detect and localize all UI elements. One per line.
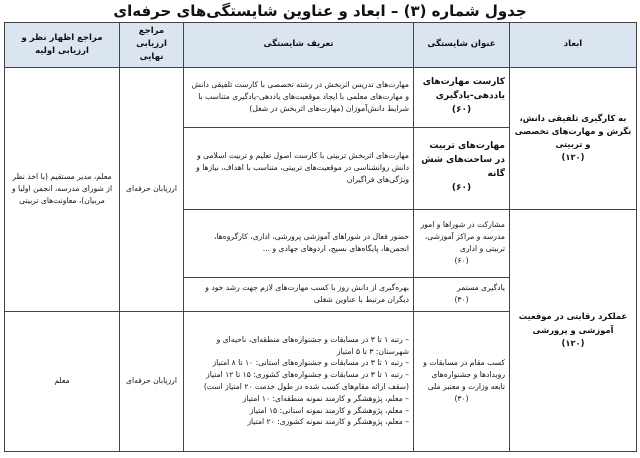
competency-title: مهارت‌های تربیت در ساحت‌های شش گانه: [421, 141, 505, 180]
competency-score: (۶۰): [451, 104, 472, 115]
dimension-cell: [510, 209, 637, 451]
dimension-title: عملکرد رقابتی در موقعیت آموزشی و پرورشی: [518, 311, 628, 335]
competency-cell: [414, 127, 510, 209]
competency-title: کسب مقام در مسابقات و رویدادها و جشنواره‌های تابعه وزارت و معتبر ملی: [423, 358, 505, 392]
dimension-score: (۱۲۰): [561, 337, 585, 348]
final-reference-cell: ارزیابان حرفه‌ای: [120, 67, 184, 311]
definition-line: – معلم، پژوهشگر و کارمند نمونه استانی: ۱۵ امتیاز: [249, 405, 409, 415]
definition-cell: [184, 311, 414, 451]
competency-score: (۳۰): [454, 393, 469, 403]
header-definition: تعریف شایستگی: [184, 23, 414, 68]
header-dimension: ابعاد: [510, 23, 637, 68]
definition-cell: مهارت‌های تدریس اثربخش در رشته تخصصی با کارست تلفیقی دانش و مهارت‌های معلمی با ایجاد موقعیت‌های یاددهی-یادگیری متناسب با شرایط دانش‌آموزان (مهارت‌های اثربخش در شغل): [184, 67, 414, 127]
definition-line: – رتبه ۱ تا ۳ در مسابقات و جشنواره‌های کشوری: ۱۵ تا ۱۲ امتیاز (سقف ارائه مقام‌های کسب شده در طول خدمت ۲۰ امتیاز است): [203, 370, 409, 392]
initial-reference-cell: معلم، مدیر مستقیم (با اخذ نظر از شورای مدرسه، انجمن اولیا و مربیان)، معاونت‌های تربیتی: [5, 67, 120, 311]
dimension-cell: [510, 67, 637, 209]
definition-line: – رتبه ۱ تا ۳ در مسابقات و جشنواره‌های استانی: ۱۰ تا ۸ امتیاز: [212, 358, 409, 368]
competency-title: یادگیری مستمر: [457, 283, 505, 293]
competency-score: (۶۰): [451, 182, 472, 193]
definition-cell: حضور فعال در شوراهای آموزشی پرورشی، اداری، کارگروه‌ها، انجمن‌ها، پایگاه‌های بسیج، اردوهای جهادی و ...: [184, 209, 414, 277]
dimension-title: به کارگیری تلفیقی دانش، نگرش و مهارت‌های تخصصی و تربیتی: [514, 112, 632, 150]
competency-cell: [414, 311, 510, 451]
competency-title: مشارکت در شوراها و امور مدرسه و مراکز آموزشی، تربیتی و اداری: [420, 220, 505, 254]
competency-cell: [414, 209, 510, 277]
competency-cell: [414, 277, 510, 311]
header-row: [5, 23, 637, 68]
competency-score: (۳۰): [454, 295, 469, 305]
competency-score: (۶۰): [454, 255, 469, 265]
definition-cell: مهارت‌های اثربخش تربیتی با کارست اصول تعلیم و تربیت اسلامی و دانش روانشناسی در موقعیت‌های تربیتی، متناسب با اهداف، نیازها و ویژگی‌های فراگیران: [184, 127, 414, 209]
definition-line: – معلم، پژوهشگر و کارمند نمونه منطقه‌ای: ۱۰ امتیاز: [242, 393, 409, 403]
definition-cell: بهره‌گیری از دانش روز با کسب مهارت‌های لازم جهت رشد خود و دیگران مرتبط با عناوین شغلی: [184, 277, 414, 311]
competency-table: [4, 22, 637, 452]
table-row: [5, 67, 637, 127]
dimension-score: (۱۲۰): [561, 152, 585, 163]
definition-line: – معلم، پژوهشگر و کارمند نمونه کشوری: ۲۰ امتیاز: [247, 417, 409, 427]
document-title: جدول شماره (۳) – ابعاد و عناوین شایستگی‌های حرفه‌ای: [113, 2, 527, 20]
header-competency: عنوان شایستگی: [414, 23, 510, 68]
definition-line: – رتبه ۱ تا ۳ در مسابقات و جشنواره‌های منطقه‌ای، ناحیه‌ای و شهرستان: ۳ تا ۵ امتیاز: [216, 334, 409, 356]
competency-cell: [414, 67, 510, 127]
competency-title: کارست مهارت‌های یاددهی-یادگیری: [422, 77, 505, 102]
initial-reference-cell: معلم: [5, 311, 120, 451]
header-initial-reference: مراجع اظهار نظر و ارزیابی اولیه: [5, 23, 120, 68]
header-final-reference: مراجع ارزیابی نهایی: [120, 23, 184, 68]
final-reference-cell: ارزیابان حرفه‌ای: [120, 311, 184, 451]
